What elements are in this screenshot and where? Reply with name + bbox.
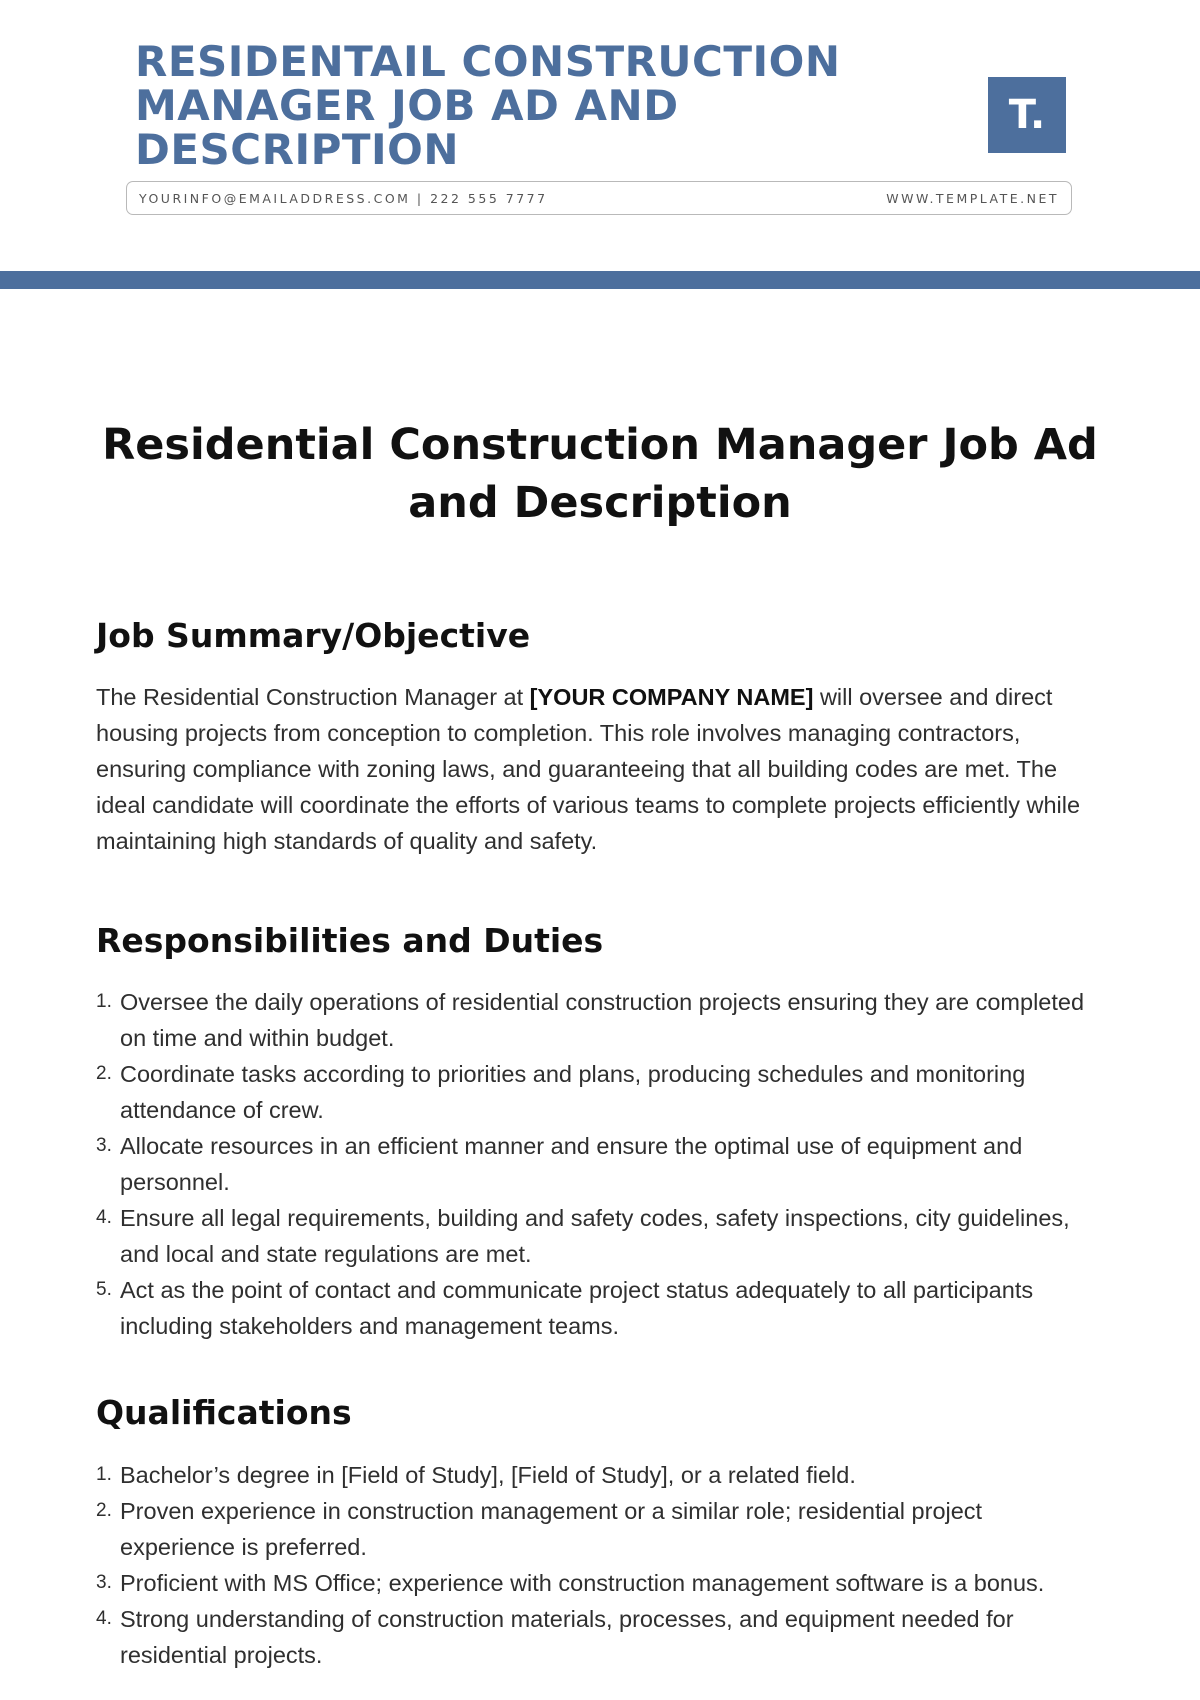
list-item [96, 1565, 1096, 1601]
responsibilities-list [96, 984, 1096, 1344]
contact-bar [126, 181, 1072, 215]
list-item [96, 984, 1096, 1056]
summary-paragraph [96, 679, 1096, 859]
qualifications-list [96, 1457, 1096, 1673]
list-item [96, 1601, 1096, 1673]
document-title: Residential Construction Manager Job Ad and Description [102, 420, 1098, 528]
list-number: 4. [96, 1207, 112, 1228]
summary-text-end: will oversee and direct housing projects from conception to completion. This role involves managing contractors, ensuring compliance with zoning laws, and guaranteeing that all building codes are met. The ideal candidate will coordinate the efforts of various teams to complete projects efficiently while maintaining high standards of quality and safety. [96, 684, 1081, 854]
list-item-text: Allocate resources in an efficient manner and ensure the optimal use of equipment and personnel. [120, 1133, 1023, 1195]
contact-email-phone: YOURINFO@EMAILADDRESS.COM | 222 555 7777 [139, 190, 548, 206]
list-item [96, 1056, 1096, 1128]
list-item-text: Ensure all legal requirements, building and safety codes, safety inspections, city guidelines, and local and state regulations are met. [120, 1205, 1070, 1267]
logo-text: T. [1008, 92, 1046, 138]
list-number: 3. [96, 1135, 112, 1156]
list-item-text: Proven experience in construction management or a similar role; residential project experience is preferred. [120, 1498, 983, 1560]
header-divider-band [0, 271, 1200, 289]
list-item [96, 1493, 1096, 1565]
list-number: 3. [96, 1572, 112, 1593]
company-name-placeholder: [YOUR COMPANY NAME] [529, 684, 814, 710]
list-item-text: Act as the point of contact and communicate project status adequately to all participants including stakeholders and management teams. [120, 1277, 1034, 1339]
list-number: 4. [96, 1608, 112, 1629]
list-number: 2. [96, 1500, 112, 1521]
list-item-text: Coordinate tasks according to priorities and plans, producing schedules and monitoring attendance of crew. [120, 1061, 1026, 1123]
template-logo [988, 77, 1066, 153]
list-item-text: Oversee the daily operations of residential construction projects ensuring they are completed on time and within budget. [120, 989, 1085, 1051]
contact-website: WWW.TEMPLATE.NET [886, 190, 1059, 206]
list-item-text: Strong understanding of construction materials, processes, and equipment needed for residential projects. [120, 1606, 1014, 1668]
list-number: 5. [96, 1279, 112, 1300]
list-number: 1. [96, 991, 112, 1012]
summary-heading: Job Summary/Objective [96, 616, 531, 655]
header-title: RESIDENTAIL CONSTRUCTION MANAGER JOB AD AND DESCRIPTION [135, 37, 841, 174]
summary-text-start: The Residential Construction Manager at [96, 684, 530, 710]
list-item [96, 1128, 1096, 1200]
list-number: 2. [96, 1063, 112, 1084]
list-item [96, 1200, 1096, 1272]
list-item [96, 1272, 1096, 1344]
list-number: 1. [96, 1464, 112, 1485]
list-item-text: Bachelor’s degree in [Field of Study], [Field of Study], or a related field. [120, 1462, 856, 1488]
responsibilities-heading: Responsibilities and Duties [96, 921, 604, 960]
list-item [96, 1457, 1096, 1493]
qualifications-heading: Qualifications [96, 1393, 352, 1432]
list-item-text: Proficient with MS Office; experience with construction management software is a bonus. [120, 1570, 1045, 1596]
